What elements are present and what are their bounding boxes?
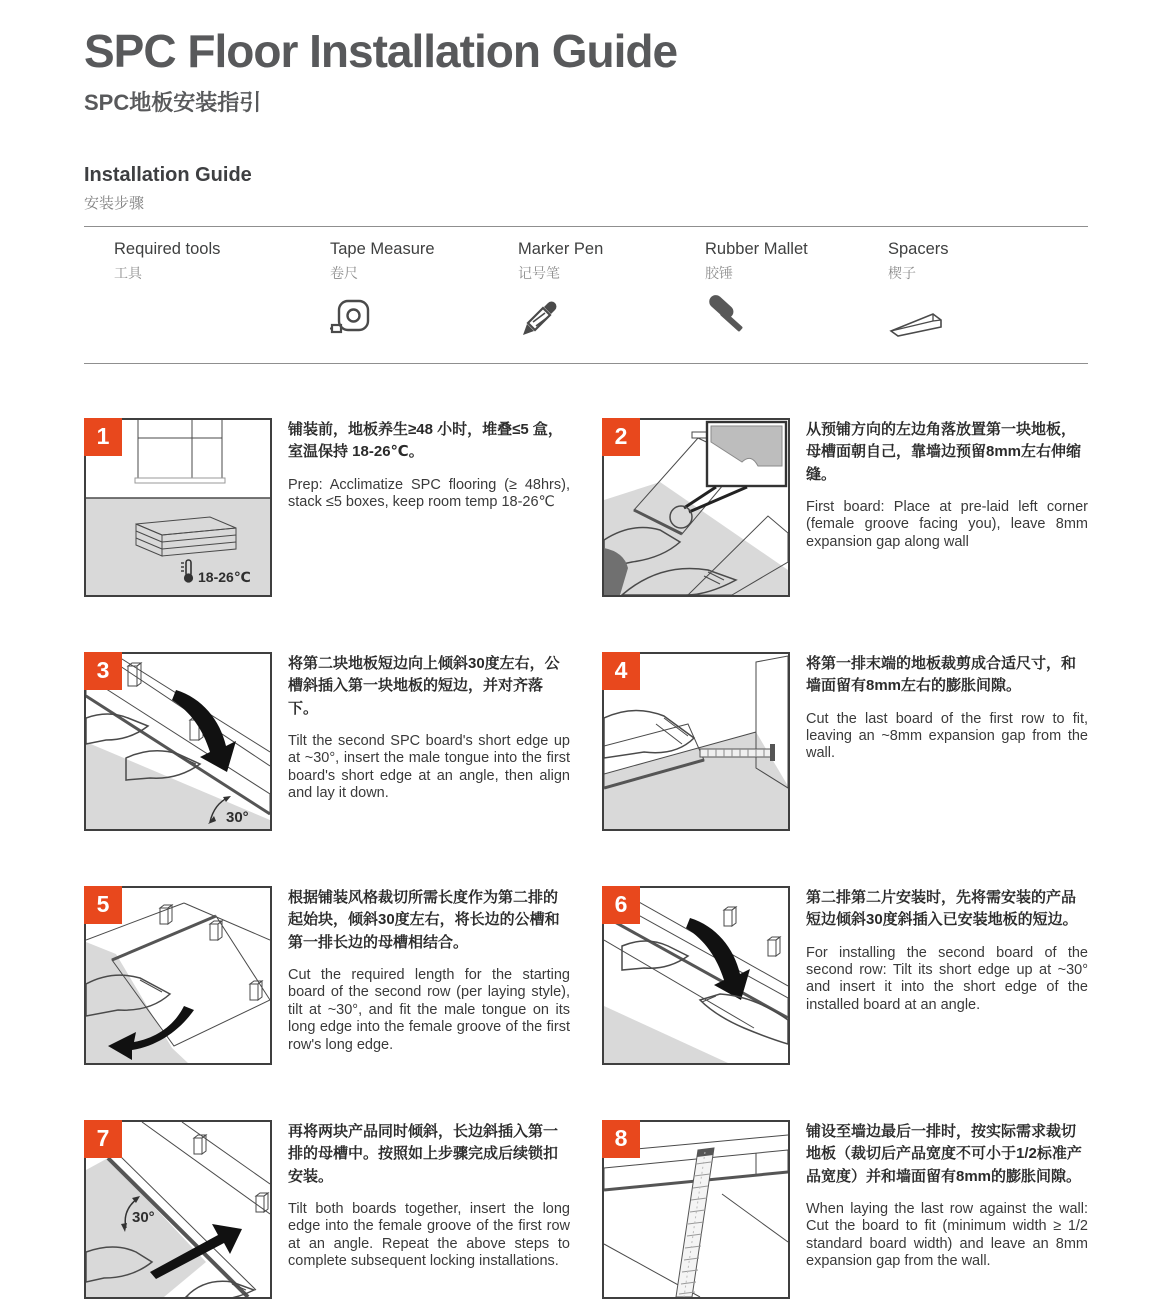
tool-label-en: Tape Measure: [330, 239, 435, 258]
step-card-5: [84, 886, 570, 1065]
step-3-illustration: [84, 652, 272, 831]
tools-header-zh: 工具: [114, 264, 142, 281]
tool-item-spacers: [888, 240, 1088, 340]
step-5-illustration: [84, 886, 272, 1065]
tool-item-marker-pen: [518, 240, 705, 340]
tools-header: [84, 240, 330, 340]
step-text-en: Prep: Acclimatize SPC flooring (≥ 48hrs), stack ≤5 boxes, keep room temp 18-26℃: [288, 476, 570, 510]
divider-tools: [84, 363, 1088, 364]
step-number-badge: 6: [602, 886, 640, 924]
angle-label: 30°: [132, 1208, 155, 1226]
step-card-8: [602, 1120, 1088, 1299]
step-text-zh: 将第一排末端的地板裁剪成合适尺寸，和墙面留有8mm左右的膨胀间隙。: [806, 654, 1077, 695]
spacer-wedge-icon: [888, 292, 1088, 340]
step-text-zh: 从预铺方向的左边角落放置第一块地板，母槽面朝自己，靠墙边预留8mm左右伸缩缝。: [806, 420, 1082, 483]
tool-label-en: Spacers: [888, 239, 949, 258]
step-6-text: [806, 886, 1088, 1065]
step-card-3: [84, 652, 570, 831]
step-card-2: [602, 418, 1088, 597]
step-text-en: Cut the last board of the first row to fit, leaving an ~8mm expansion gap from the wall.: [806, 710, 1088, 762]
step-text-en: First board: Place at pre-laid left corner (female groove facing you), leave 8mm expansion gap along wall: [806, 499, 1088, 550]
step-3-text: [288, 652, 570, 831]
step-7-text: [288, 1120, 570, 1299]
tool-label-en: Marker Pen: [518, 239, 604, 258]
tool-label-zh: 卷尺: [330, 264, 358, 281]
page-subtitle-zh: SPC地板安装指引: [84, 89, 262, 115]
step-4-illustration: [602, 652, 790, 831]
tool-label-en: Rubber Mallet: [705, 239, 808, 258]
step-text-en: Cut the required length for the starting board of the second row (per laying style), tilt at ~30°, and fit the male tongue on its long edge into the female groove of the first row's long edge.: [288, 967, 570, 1053]
tool-label-zh: 楔子: [888, 264, 916, 281]
step-8-text: [806, 1120, 1088, 1299]
step-number-badge: 3: [84, 652, 122, 690]
tool-label-zh: 胶锤: [705, 264, 733, 281]
temperature-label: 18-26℃: [198, 568, 251, 585]
step-8-illustration: [602, 1120, 790, 1299]
step-number-badge: 8: [602, 1120, 640, 1158]
step-number-badge: 2: [602, 418, 640, 456]
step-text-zh: 铺装前，地板养生≥48 小时，堆叠≤5 盒，室温保持 18-26℃。: [288, 420, 563, 461]
step-number-badge: 5: [84, 886, 122, 924]
tool-item-rubber-mallet: [705, 240, 888, 340]
steps-grid: [84, 418, 1088, 1299]
step-5-text: [288, 886, 570, 1065]
tool-label-zh: 记号笔: [518, 264, 560, 281]
step-number-badge: 4: [602, 652, 640, 690]
step-text-en: When laying the last row against the wall: Cut the board to fit (minimum width ≥ 1/2 standard board width) and leave an 8mm expansion gap from the wall.: [806, 1201, 1088, 1270]
step-7-illustration: [84, 1120, 272, 1299]
step-text-en: Tilt both boards together, insert the long edge into the female groove of the first row at an angle. Repeat the above steps to complete subsequent locking installations.: [288, 1201, 570, 1270]
angle-label: 30°: [226, 808, 249, 826]
tape-hook: [770, 744, 775, 761]
page-title: SPC Floor Installation Guide: [84, 25, 678, 77]
step-4-text: [806, 652, 1088, 831]
marker-pen-icon: [518, 292, 705, 340]
step-text-zh: 再将两块产品同时倾斜，长边斜插入第一排的母槽中。按照如上步骤完成后续锁扣安装。: [288, 1122, 559, 1185]
tilt-down-arrow: [172, 690, 236, 772]
step-card-4: [602, 652, 1088, 831]
step-text-zh: 铺设至墙边最后一排时，按实际需求裁切地板（裁切后产品宽度不可小于1/2标准产品宽度）并和墙面留有8mm的膨胀间隙。: [806, 1122, 1082, 1185]
step-1-illustration: [84, 418, 272, 597]
section-subtitle-zh: 安装步骤: [84, 194, 145, 212]
step-card-1: [84, 418, 570, 597]
step-number-badge: 1: [84, 418, 122, 456]
step-2-illustration: [602, 418, 790, 597]
step-card-7: [84, 1120, 570, 1299]
step-text-en: For installing the second board of the second row: Tilt its short edge up at ~30° and insert it into the short edge of the installed board at an angle.: [806, 944, 1088, 1013]
step-text-zh: 第二排第二片安装时，先将需安装的产品短边倾斜30度斜插入已安装地板的短边。: [806, 888, 1078, 929]
tools-row: [84, 227, 1088, 350]
step-card-6: [602, 886, 1088, 1065]
step-text-zh: 将第二块地板短边向上倾斜30度左右，公槽斜插入第一块地板的短边，并对齐落下。: [288, 654, 560, 717]
section-header: [84, 164, 1088, 213]
tape-measure-icon: [330, 292, 518, 340]
section-title: Installation Guide: [84, 163, 252, 186]
step-2-text: [806, 418, 1088, 597]
tool-item-tape-measure: [330, 240, 518, 340]
step-text-en: Tilt the second SPC board's short edge up at ~30°, insert the male tongue into the first board's short edge at an angle, then align and lay it down.: [288, 733, 570, 802]
step-text-zh: 根据铺装风格裁切所需长度作为第二排的起始块，倾斜30度左右，将长边的公槽和第一排长边的母槽相结合。: [288, 888, 560, 951]
tools-header-en: Required tools: [114, 239, 221, 258]
step-1-text: [288, 418, 570, 597]
step-6-illustration: [602, 886, 790, 1065]
rubber-mallet-icon: [705, 292, 888, 340]
step-number-badge: 7: [84, 1120, 122, 1158]
